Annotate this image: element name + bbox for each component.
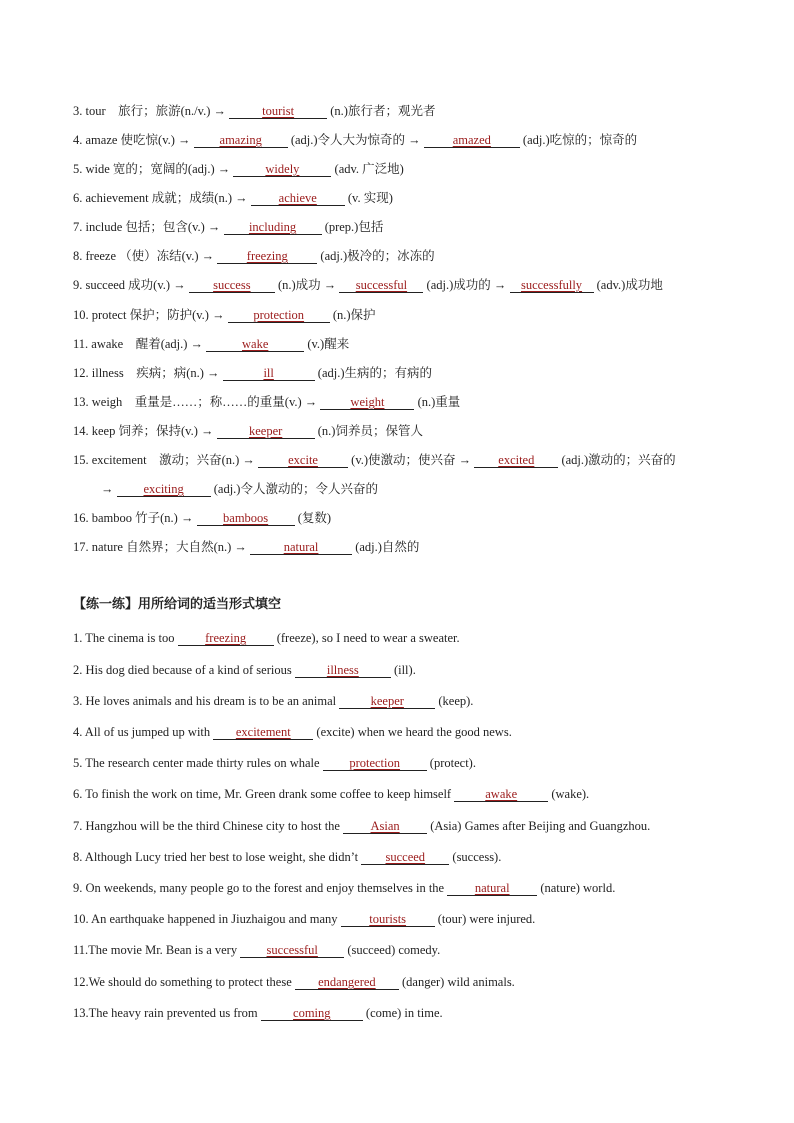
vocab-item	[73, 277, 663, 293]
exercise-prompt: 13.The heavy rain prevented us from	[73, 1006, 258, 1020]
answer-blank: protection	[323, 756, 427, 771]
vocab-gloss: (adj.)成功的 →	[426, 278, 507, 292]
exercise-item	[73, 1005, 443, 1021]
exercise-prompt: 10. An earthquake happened in Jiuzhaigou and many	[73, 912, 338, 926]
answer-blank: including	[224, 220, 322, 235]
vocab-prompt: 12. illness 疾病；病(n.) →	[73, 366, 220, 380]
vocab-item	[73, 132, 637, 148]
vocab-gloss: (adj.)自然的	[355, 540, 420, 554]
exercise-tail: (tour) were injured.	[437, 912, 536, 926]
vocab-item	[73, 394, 460, 410]
exercise-prompt: 1. The cinema is too	[73, 631, 175, 645]
exercise-item	[73, 724, 512, 740]
answer-blank: keeper	[217, 424, 315, 439]
vocab-prompt: 7. include 包括；包含(v.) →	[73, 220, 221, 234]
exercise-item	[73, 786, 589, 802]
exercise-tail: (nature) world.	[540, 881, 616, 895]
vocab-item	[73, 307, 376, 323]
exercise-prompt: 4. All of us jumped up with	[73, 725, 211, 739]
vocab-gloss: (prep.)包括	[324, 220, 384, 234]
vocab-gloss: (adj.)吃惊的；惊奇的	[522, 133, 638, 147]
answer-blank: ill	[223, 366, 315, 381]
vocab-prompt: 17. nature 自然界；大自然(n.) →	[73, 540, 247, 554]
answer-blank: natural	[447, 881, 537, 896]
exercise-prompt: 8. Although Lucy tried her best to lose weight, she didn’t	[73, 850, 359, 864]
answer-blank: excited	[474, 453, 558, 468]
vocab-item	[73, 248, 435, 264]
answer-blank: excitement	[213, 725, 313, 740]
vocab-gloss: (n.)旅行者；观光者	[330, 104, 436, 118]
vocab-gloss: (n.)保护	[332, 308, 376, 322]
vocab-prompt: 10. protect 保护；防护(v.) →	[73, 308, 225, 322]
vocab-item	[73, 161, 404, 177]
vocab-gloss: (adj.)令人激动的；令人兴奋的	[213, 482, 378, 496]
vocab-gloss: (adj.)令人大为惊奇的 →	[290, 133, 421, 147]
exercise-prompt: 5. The research center made thirty rules on whale	[73, 756, 320, 770]
exercise-prompt: 6. To finish the work on time, Mr. Green drank some coffee to keep himself	[73, 787, 452, 801]
exercise-item	[73, 849, 501, 865]
exercise-item	[73, 880, 615, 896]
exercise-prompt: 11.The movie Mr. Bean is a very	[73, 943, 238, 957]
answer-blank: endangered	[295, 975, 399, 990]
exercise-item	[73, 942, 440, 958]
answer-blank: amazing	[194, 133, 288, 148]
vocab-item	[73, 365, 432, 381]
vocab-item	[73, 336, 349, 352]
vocab-item	[73, 103, 435, 119]
answer-blank: awake	[454, 787, 548, 802]
vocab-item	[73, 452, 676, 468]
exercise-item	[73, 974, 515, 990]
vocab-gloss: (v.)醒来	[307, 337, 350, 351]
vocab-item	[73, 190, 393, 206]
answer-blank: wake	[206, 337, 304, 352]
vocab-prompt: 14. keep 饲养；保持(v.) →	[73, 424, 214, 438]
answer-blank: excite	[258, 453, 348, 468]
exercise-tail: (come) in time.	[365, 1006, 443, 1020]
answer-blank: freezing	[217, 249, 317, 264]
exercise-tail: (ill).	[393, 663, 416, 677]
exercise-prompt: 2. His dog died because of a kind of serious	[73, 663, 292, 677]
exercise-tail: (keep).	[438, 694, 474, 708]
exercise-tail: (Asia) Games after Beijing and Guangzhou.	[430, 819, 651, 833]
vocab-gloss: (adj.)极冷的；冰冻的	[320, 249, 435, 263]
vocab-prompt: 16. bamboo 竹子(n.) →	[73, 511, 194, 525]
answer-blank: protection	[228, 308, 330, 323]
vocab-prompt: 3. tour 旅行；旅游(n./v.) →	[73, 104, 226, 118]
answer-blank: keeper	[339, 694, 435, 709]
vocab-gloss: (n.)重量	[417, 395, 461, 409]
answer-blank: success	[189, 278, 275, 293]
exercise-item	[73, 911, 535, 927]
answer-blank: amazed	[424, 133, 520, 148]
vocab-prompt: 9. succeed 成功(v.) →	[73, 278, 186, 292]
section-title: 【练一练】用所给词的适当形式填空	[73, 597, 282, 612]
vocab-prompt: 5. wide 宽的；宽阔的(adj.) →	[73, 162, 231, 176]
answer-blank: bamboos	[197, 511, 295, 526]
exercise-prompt: 7. Hangzhou will be the third Chinese city to host the	[73, 819, 340, 833]
exercise-tail: (wake).	[551, 787, 590, 801]
answer-blank: achieve	[251, 191, 345, 206]
answer-blank: successful	[240, 943, 344, 958]
vocab-gloss: (adj.)生病的；有病的	[317, 366, 433, 380]
answer-blank: tourists	[341, 912, 435, 927]
answer-blank: natural	[250, 540, 352, 555]
answer-blank: succeed	[361, 850, 449, 865]
answer-blank: weight	[320, 395, 414, 410]
exercise-tail: (success).	[452, 850, 502, 864]
exercise-item	[73, 693, 473, 709]
vocab-item	[73, 510, 331, 526]
vocab-item	[73, 539, 419, 555]
exercise-item	[73, 818, 650, 834]
vocab-gloss: (复数)	[297, 511, 332, 525]
exercise-tail: (excite) when we heard the good news.	[316, 725, 512, 739]
answer-blank: coming	[261, 1006, 363, 1021]
vocab-prompt: 11. awake 醒着(adj.) →	[73, 337, 204, 351]
vocab-gloss: (n.)饲养员；保管人	[317, 424, 423, 438]
vocab-prompt: 6. achievement 成就；成绩(n.) →	[73, 191, 248, 205]
vocab-prompt: 13. weigh 重量是……；称……的重量(v.) →	[73, 395, 318, 409]
answer-blank: exciting	[117, 482, 211, 497]
vocab-gloss: (adj.)激动的；兴奋的	[561, 453, 676, 467]
exercise-prompt: 3. He loves animals and his dream is to be an animal	[73, 694, 337, 708]
answer-blank: illness	[295, 663, 391, 678]
vocab-item	[73, 219, 383, 235]
exercise-prompt: 9. On weekends, many people go to the forest and enjoy themselves in the	[73, 881, 445, 895]
exercise-tail: (succeed) comedy.	[347, 943, 441, 957]
vocab-item	[73, 423, 423, 439]
vocab-prompt: 15. excitement 激动；兴奋(n.) →	[73, 453, 255, 467]
vocab-gloss: (n.)成功 →	[277, 278, 337, 292]
answer-blank: successful	[339, 278, 423, 293]
answer-blank: tourist	[229, 104, 327, 119]
answer-blank: freezing	[178, 631, 274, 646]
vocab-gloss: (v.)使激动；使兴奋 →	[351, 453, 472, 467]
exercise-tail: (freeze), so I need to wear a sweater.	[276, 631, 460, 645]
answer-blank: Asian	[343, 819, 427, 834]
answer-blank: widely	[233, 162, 331, 177]
exercise-tail: (protect).	[429, 756, 476, 770]
answer-blank: successfully	[510, 278, 594, 293]
vocab-item	[101, 481, 378, 497]
exercise-item	[73, 755, 476, 771]
vocab-gloss: (v. 实现)	[347, 191, 393, 205]
vocab-gloss: (adv. 广泛地)	[334, 162, 404, 176]
vocab-prompt: →	[101, 482, 114, 496]
vocab-prompt: 4. amaze 使吃惊(v.) →	[73, 133, 191, 147]
exercise-item	[73, 630, 460, 646]
exercise-item	[73, 662, 416, 678]
exercise-prompt: 12.We should do something to protect these	[73, 975, 292, 989]
vocab-prompt: 8. freeze （使）冻结(v.) →	[73, 249, 215, 263]
exercise-tail: (danger) wild animals.	[402, 975, 515, 989]
vocab-gloss: (adv.)成功地	[596, 278, 663, 292]
